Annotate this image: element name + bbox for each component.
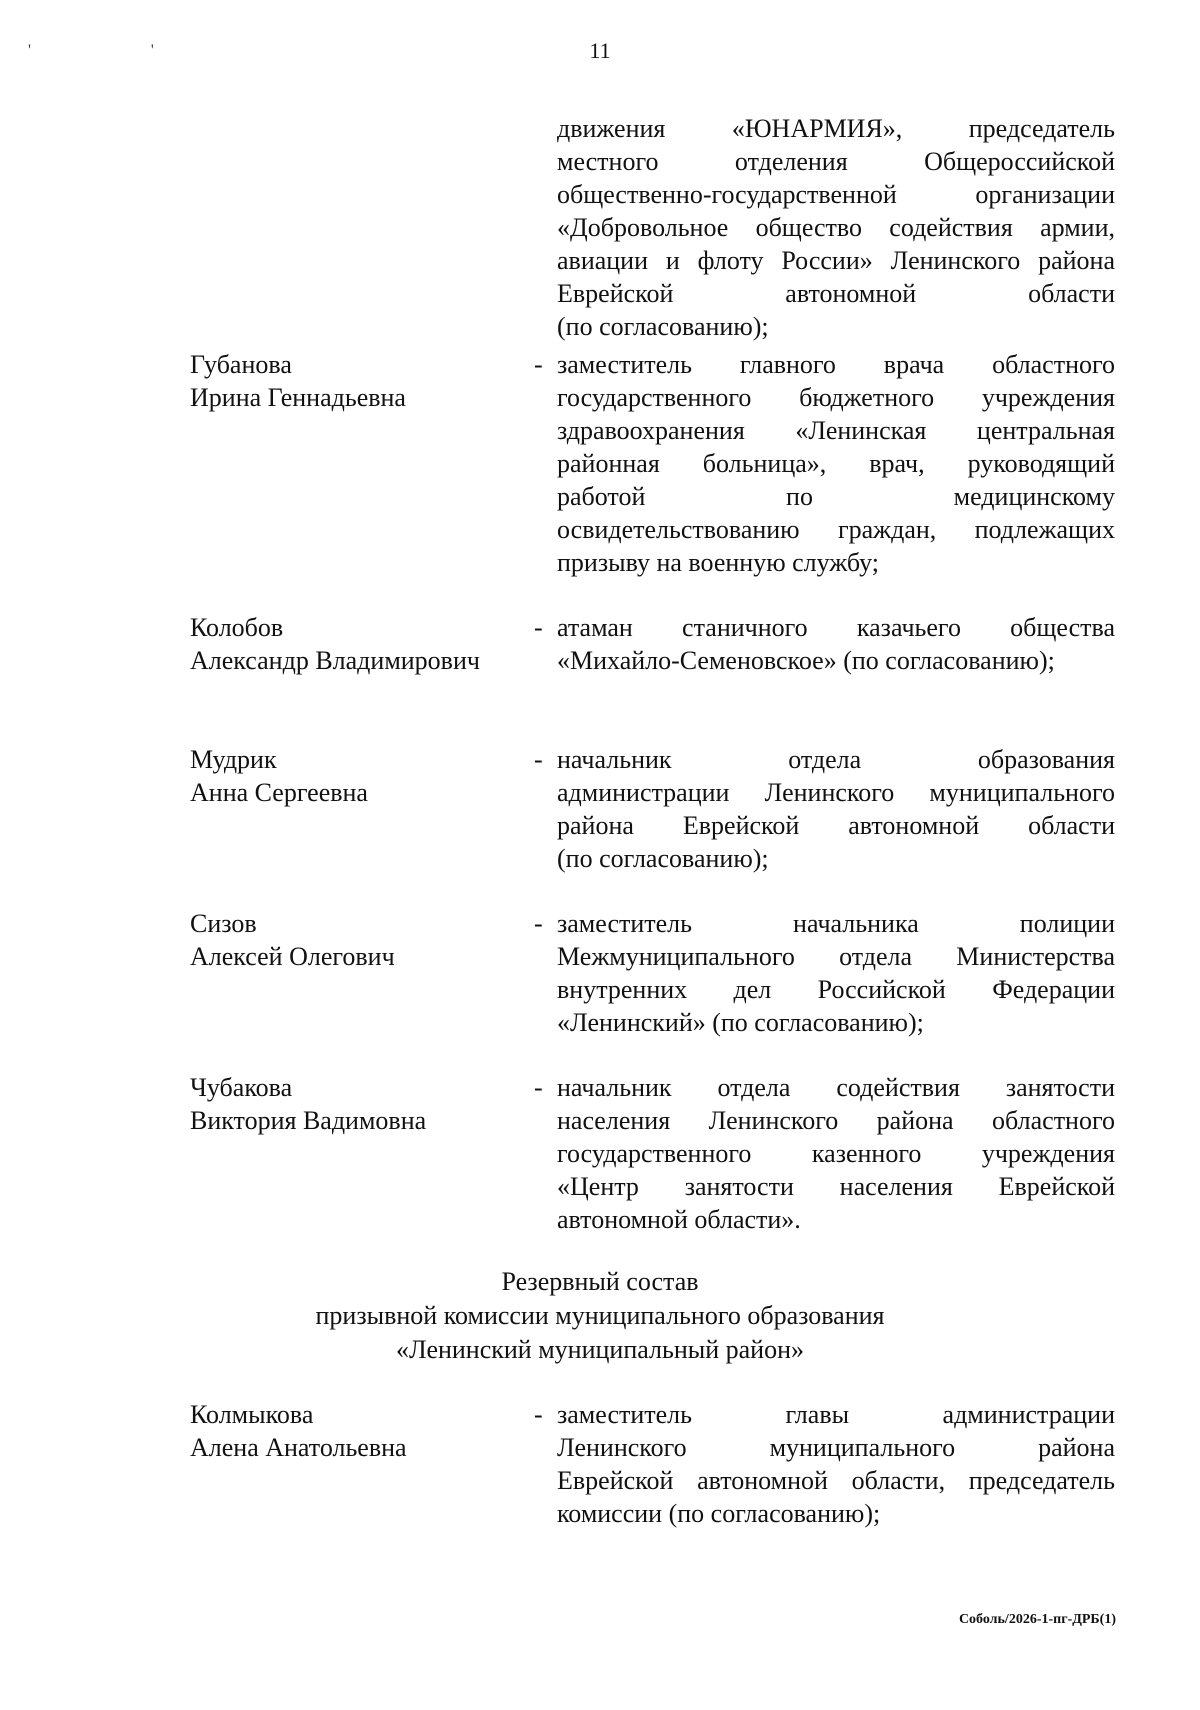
entry-dash: - (534, 1400, 543, 1429)
description-line: заместитель главного врача областного (557, 350, 1115, 379)
member-surname: Чубакова (190, 1073, 293, 1102)
member-given-names: Ирина Геннадьевна (190, 383, 406, 412)
member-given-names: Анна Сергеевна (190, 778, 368, 807)
description-line: авиации и флоту России» Ленинского района (557, 246, 1115, 275)
member-description (557, 907, 1115, 1039)
scan-specks: ' ' (28, 42, 212, 59)
description-line: Ленинского муниципального района (557, 1433, 1115, 1462)
entry-dash: - (534, 909, 543, 938)
member-name (190, 1398, 530, 1464)
description-line: комиссии (по согласованию); (557, 1499, 881, 1528)
member-name (190, 907, 530, 973)
member-name (190, 743, 530, 809)
document-code: Соболь/2026-1-пг-ДРБ(1) (958, 1612, 1116, 1627)
description-line: «Центр занятости населения Еврейской (557, 1172, 1115, 1201)
member-surname: Сизов (190, 909, 257, 938)
description-line: «Добровольное общество содействия армии, (557, 213, 1115, 242)
description-line: Межмуниципального отдела Министерства (557, 942, 1115, 971)
description-line: государственного казенного учреждения (557, 1139, 1115, 1168)
reserve-section-heading (0, 1265, 1200, 1367)
description-line: начальник отдела содействия занятости (557, 1073, 1115, 1102)
description-line: движения «ЮНАРМИЯ», председатель (557, 114, 1115, 143)
description-line: района Еврейской автономной области (557, 811, 1115, 840)
member-name (190, 1071, 530, 1137)
reserve-heading-line: призывной комиссии муниципального образования (315, 1301, 885, 1330)
description-line: начальник отдела образования (557, 745, 1115, 774)
description-line: заместитель начальника полиции (557, 909, 1115, 938)
member-given-names: Виктория Вадимовна (190, 1106, 427, 1135)
member-description (557, 1398, 1115, 1530)
member-surname: Колмыкова (190, 1400, 314, 1429)
member-description (557, 743, 1115, 875)
description-line: (по согласованию); (557, 844, 769, 873)
member-surname: Мудрик (190, 745, 277, 774)
description-line: внутренних дел Российской Федерации (557, 975, 1115, 1004)
entry-dash: - (534, 613, 543, 642)
entry-dash: - (534, 745, 543, 774)
description-line: Еврейской автономной области (557, 279, 1115, 308)
reserve-heading-line: Резервный состав (501, 1267, 699, 1296)
continuation-description (557, 112, 1115, 343)
member-surname: Губанова (190, 350, 292, 379)
description-line: общественно-государственной организации (557, 180, 1115, 209)
description-line: «Ленинский» (по согласованию); (557, 1008, 924, 1037)
description-line: районная больница», врач, руководящий (557, 449, 1115, 478)
member-description (557, 611, 1115, 677)
member-name (190, 348, 530, 414)
member-given-names: Алена Анатольевна (190, 1433, 407, 1462)
member-given-names: Александр Владимирович (190, 646, 480, 675)
description-line: Еврейской автономной области, председатель (557, 1466, 1115, 1495)
member-surname: Колобов (190, 613, 284, 642)
entry-dash: - (534, 350, 543, 379)
member-given-names: Алексей Олегович (190, 942, 395, 971)
description-line: атаман станичного казачьего общества (557, 613, 1115, 642)
member-description (557, 1071, 1115, 1236)
description-line: местного отделения Общероссийской (557, 147, 1115, 176)
description-line: автономной области». (557, 1205, 801, 1234)
reserve-heading-line: «Ленинский муниципальный район» (395, 1335, 805, 1364)
description-line: «Михайло-Семеновское» (по согласованию); (557, 646, 1055, 675)
page-number: 11 (589, 38, 611, 63)
description-line: населения Ленинского района областного (557, 1106, 1115, 1135)
description-line: администрации Ленинского муниципального (557, 778, 1115, 807)
description-line: (по согласованию); (557, 312, 769, 341)
description-line: государственного бюджетного учреждения (557, 383, 1115, 412)
member-description (557, 348, 1115, 579)
description-line: заместитель главы администрации (557, 1400, 1115, 1429)
description-line: работой по медицинскому (557, 482, 1115, 511)
member-name (190, 611, 530, 677)
entry-dash: - (534, 1073, 543, 1102)
description-line: здравоохранения «Ленинская центральная (557, 416, 1115, 445)
description-line: призыву на военную службу; (557, 548, 880, 577)
description-line: освидетельствованию граждан, подлежащих (557, 515, 1115, 544)
